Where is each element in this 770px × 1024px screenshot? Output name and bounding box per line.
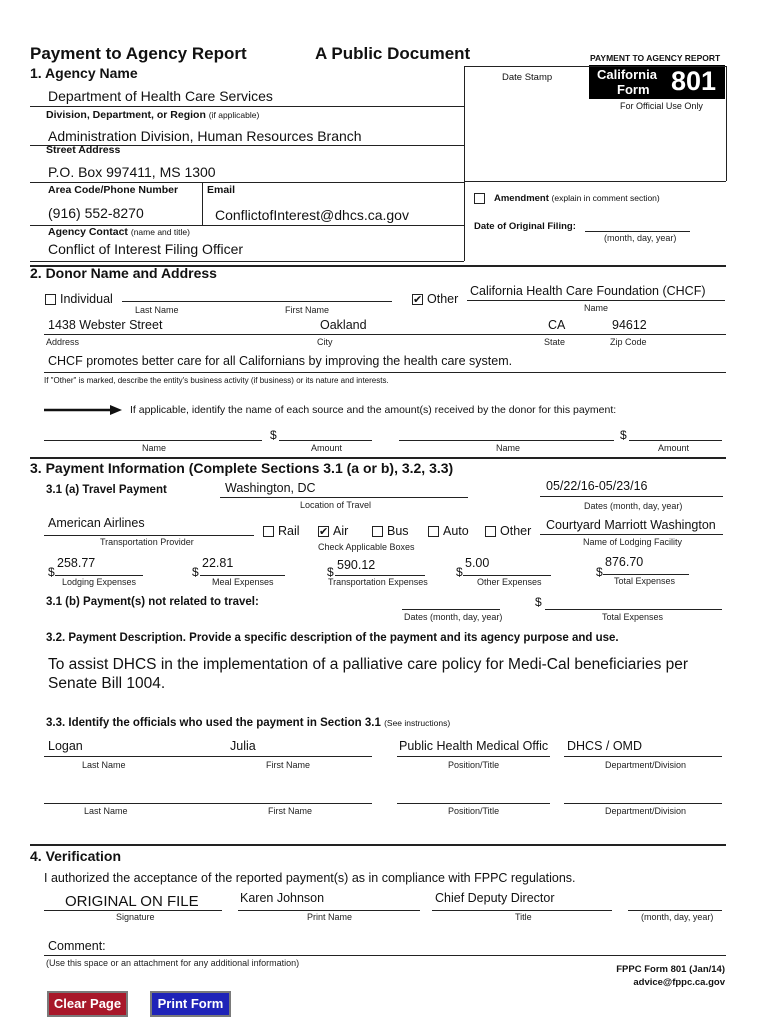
email-label: Email bbox=[207, 184, 236, 196]
transport-provider[interactable]: American Airlines bbox=[48, 516, 145, 530]
footer-email: advice@fppc.ca.gov bbox=[633, 977, 725, 988]
dates-label: Dates (month, day, year) bbox=[584, 501, 683, 511]
not-travel-heading: 3.1 (b) Payment(s) not related to travel: bbox=[46, 596, 259, 608]
dollar-sign: $ bbox=[456, 565, 463, 579]
official-last-name[interactable]: Logan bbox=[48, 739, 83, 753]
section-4-heading: 4. Verification bbox=[30, 848, 122, 864]
original-filing-label: Date of Original Filing: bbox=[474, 221, 576, 232]
comment-field[interactable] bbox=[44, 955, 726, 956]
official-2-first-name-label: First Name bbox=[268, 806, 313, 816]
lodging-facility-label: Name of Lodging Facility bbox=[583, 537, 683, 547]
bus-label: Bus bbox=[387, 524, 409, 538]
verification-statement: I authorized the acceptance of the reported payment(s) as in compliance with FPPC regulations. bbox=[44, 871, 576, 885]
activity-note: If "Other" is marked, describe the entity's business activity (if business) or its nature and interests. bbox=[44, 376, 389, 385]
other-expenses-label: Other Expenses bbox=[477, 577, 542, 587]
other-expenses[interactable]: 5.00 bbox=[465, 556, 490, 570]
source-name-label-2: Name bbox=[496, 443, 521, 453]
badge-california: California bbox=[597, 67, 657, 82]
payment-description-line-2[interactable]: Senate Bill 1004. bbox=[48, 675, 166, 692]
dollar-sign: $ bbox=[270, 428, 277, 442]
other-label: Other bbox=[427, 292, 459, 306]
dollar-sign: $ bbox=[48, 565, 55, 579]
badge-number: 801 bbox=[671, 66, 717, 96]
donor-activity[interactable]: CHCF promotes better care for all Californians by improving the health care system. bbox=[48, 354, 513, 368]
source-amount-label-1: Amount bbox=[311, 443, 343, 453]
provider-label: Transportation Provider bbox=[100, 537, 194, 547]
donor-zip[interactable]: 94612 bbox=[612, 318, 647, 332]
address-label: Address bbox=[46, 337, 80, 347]
official-2-dept-field[interactable] bbox=[564, 803, 722, 804]
check-boxes-label: Check Applicable Boxes bbox=[318, 542, 415, 552]
individual-label: Individual bbox=[60, 292, 113, 306]
source-name-field-1[interactable] bbox=[44, 440, 262, 441]
agency-name[interactable]: Department of Health Care Services bbox=[48, 88, 273, 104]
title-value[interactable]: Chief Deputy Director bbox=[435, 891, 555, 905]
donor-state[interactable]: CA bbox=[548, 318, 566, 332]
amendment-label: Amendment (explain in comment section) bbox=[494, 193, 660, 204]
footer-form-id: FPPC Form 801 (Jan/14) bbox=[616, 964, 725, 975]
zip-label: Zip Code bbox=[610, 337, 647, 347]
donor-first-name-label: First Name bbox=[285, 305, 330, 315]
meal-label: Meal Expenses bbox=[212, 577, 274, 587]
other-checkbox[interactable]: ✔ bbox=[413, 294, 423, 306]
division-label: Division, Department, or Region (if applicable) bbox=[46, 109, 260, 121]
other-transport-label: Other bbox=[500, 524, 532, 538]
section-1-heading: 1. Agency Name bbox=[30, 65, 138, 81]
air-label: Air bbox=[333, 524, 349, 538]
transport-label: Transportation Expenses bbox=[328, 577, 428, 587]
public-document-label: A Public Document bbox=[315, 44, 471, 63]
official-position-label: Position/Title bbox=[448, 760, 500, 770]
date-stamp-label: Date Stamp bbox=[502, 72, 553, 83]
dollar-sign: $ bbox=[535, 595, 542, 609]
dollar-sign: $ bbox=[192, 565, 199, 579]
individual-checkbox[interactable] bbox=[45, 294, 56, 305]
official-first-name-label: First Name bbox=[266, 760, 311, 770]
official-department[interactable]: DHCS / OMD bbox=[567, 739, 642, 753]
print-form-button[interactable]: Print Form bbox=[150, 991, 231, 1017]
other-transport-checkbox[interactable] bbox=[485, 526, 496, 537]
total-expenses[interactable]: 876.70 bbox=[605, 555, 644, 569]
official-2-position-field[interactable] bbox=[397, 803, 550, 804]
bus-checkbox[interactable] bbox=[372, 526, 383, 537]
original-filing-note: (month, day, year) bbox=[604, 233, 677, 243]
form-badge bbox=[589, 65, 725, 99]
donor-name-label: Name bbox=[584, 303, 609, 313]
section-3-heading: 3. Payment Information (Complete Sections 3.1 (a or b), 3.2, 3.3) bbox=[30, 460, 454, 476]
travel-dates[interactable]: 05/22/16-05/23/16 bbox=[546, 479, 648, 493]
total-label: Total Expenses bbox=[614, 576, 676, 586]
official-use-label: For Official Use Only bbox=[620, 101, 703, 111]
not-travel-total-label: Total Expenses bbox=[602, 612, 664, 622]
source-amount-field-1[interactable] bbox=[279, 440, 372, 441]
original-filing-field[interactable] bbox=[585, 231, 690, 232]
section-2-heading: 2. Donor Name and Address bbox=[30, 265, 217, 281]
signature-value[interactable]: ORIGINAL ON FILE bbox=[65, 893, 199, 910]
official-2-name-field[interactable] bbox=[44, 803, 372, 804]
official-2-position-label: Position/Title bbox=[448, 806, 500, 816]
comment-note: (Use this space or an attachment for any additional information) bbox=[46, 958, 300, 968]
clear-page-button[interactable]: Clear Page bbox=[47, 991, 128, 1017]
division-value[interactable]: Administration Division, Human Resources Branch bbox=[48, 128, 362, 144]
official-2-last-name-label: Last Name bbox=[84, 806, 128, 816]
dollar-sign: $ bbox=[596, 565, 603, 579]
dollar-sign: $ bbox=[327, 565, 334, 579]
phone-label: Area Code/Phone Number bbox=[48, 184, 179, 196]
street-value[interactable]: P.O. Box 997411, MS 1300 bbox=[48, 164, 216, 180]
not-travel-dates-field[interactable] bbox=[402, 609, 500, 610]
top-right-label: PAYMENT TO AGENCY REPORT bbox=[590, 53, 721, 63]
street-label: Street Address bbox=[46, 144, 121, 156]
official-first-name[interactable]: Julia bbox=[230, 739, 256, 753]
signature-label: Signature bbox=[116, 912, 155, 922]
lodging-expenses[interactable]: 258.77 bbox=[57, 556, 96, 570]
not-travel-total-field[interactable] bbox=[545, 609, 722, 610]
official-last-name-label: Last Name bbox=[82, 760, 126, 770]
auto-checkbox[interactable] bbox=[428, 526, 439, 537]
contact-value[interactable]: Conflict of Interest Filing Officer bbox=[48, 241, 244, 257]
contact-label: Agency Contact (name and title) bbox=[48, 226, 190, 238]
arrow-right-icon bbox=[44, 403, 122, 417]
state-label: State bbox=[544, 337, 566, 347]
travel-payment-heading: 3.1 (a) Travel Payment bbox=[46, 484, 167, 496]
official-dept-label: Department/Division bbox=[605, 760, 687, 770]
print-name-label: Print Name bbox=[307, 912, 353, 922]
officials-heading: 3.3. Identify the officials who used the payment in Section 3.1 (See instructions) bbox=[46, 717, 451, 729]
auto-label: Auto bbox=[443, 524, 469, 538]
meal-expenses[interactable]: 22.81 bbox=[202, 556, 234, 570]
badge-form: Form bbox=[617, 82, 650, 97]
rail-label: Rail bbox=[278, 524, 300, 538]
source-amount-label-2: Amount bbox=[658, 443, 690, 453]
transport-expenses[interactable]: 590.12 bbox=[337, 558, 376, 572]
print-name-value[interactable]: Karen Johnson bbox=[240, 891, 325, 905]
donor-city[interactable]: Oakland bbox=[320, 318, 367, 332]
source-name-field-2[interactable] bbox=[399, 440, 614, 441]
payment-description-line-1[interactable]: To assist DHCS in the implementation of a palliative care policy for Medi-Cal beneficiaries per bbox=[48, 656, 689, 673]
travel-location[interactable]: Washington, DC bbox=[225, 481, 316, 495]
air-checkbox[interactable]: ✔ bbox=[319, 526, 329, 538]
individual-name-field[interactable] bbox=[122, 301, 392, 302]
official-2-dept-label: Department/Division bbox=[605, 806, 687, 816]
rail-checkbox[interactable] bbox=[263, 526, 274, 537]
verification-date-label: (month, day, year) bbox=[641, 912, 714, 922]
phone-value[interactable]: (916) 552-8270 bbox=[48, 205, 144, 221]
donor-address[interactable]: 1438 Webster Street bbox=[48, 318, 163, 332]
description-heading: 3.2. Payment Description. Provide a specific description of the payment and its agency purpose and use. bbox=[46, 632, 619, 644]
form-title: Payment to Agency Report bbox=[30, 44, 247, 63]
donor-last-name-label: Last Name bbox=[135, 305, 179, 315]
verification-date-field[interactable] bbox=[628, 910, 722, 911]
donor-name[interactable]: California Health Care Foundation (CHCF) bbox=[470, 284, 706, 298]
city-label: City bbox=[317, 337, 333, 347]
source-amount-field-2[interactable] bbox=[629, 440, 722, 441]
title-label: Title bbox=[515, 912, 532, 922]
comment-label: Comment: bbox=[48, 939, 106, 953]
source-instruction: If applicable, identify the name of each source and the amount(s) received by the donor for this payment: bbox=[130, 404, 617, 416]
location-label: Location of Travel bbox=[300, 500, 372, 510]
dollar-sign: $ bbox=[620, 428, 627, 442]
official-position[interactable]: Public Health Medical Offic bbox=[399, 739, 549, 753]
lodging-facility[interactable]: Courtyard Marriott Washington bbox=[546, 518, 716, 532]
email-value[interactable]: ConflictofInterest@dhcs.ca.gov bbox=[215, 207, 409, 223]
not-travel-dates-label: Dates (month, day, year) bbox=[404, 612, 503, 622]
lodging-label: Lodging Expenses bbox=[62, 577, 137, 587]
source-name-label-1: Name bbox=[142, 443, 167, 453]
amendment-checkbox[interactable] bbox=[474, 193, 485, 204]
